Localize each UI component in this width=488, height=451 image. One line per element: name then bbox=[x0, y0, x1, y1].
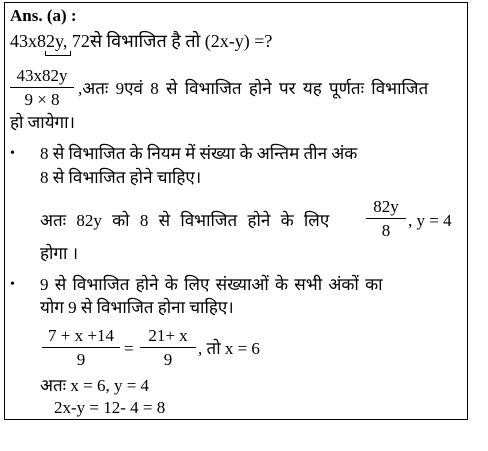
rule8-line1: 8 से विभाजित के नियम में संख्या के अन्तिम तीन अंक bbox=[40, 144, 358, 163]
rule9-result: , तो x = 6 bbox=[198, 339, 260, 358]
question-digit-y: y bbox=[55, 31, 63, 51]
fraction-denominator: 8 bbox=[381, 221, 391, 240]
fraction-82y-over-8 bbox=[366, 197, 406, 241]
fraction-43x82y-over-9x8 bbox=[10, 66, 74, 110]
rule8-line4: होगा । bbox=[40, 244, 79, 263]
question-text: , 72से विभाजित है तो (2x-y) =? bbox=[62, 31, 273, 51]
rule8-line3: अतः 82y को 8 से विभाजित होने के लिए bbox=[40, 211, 330, 230]
fraction-bar bbox=[10, 87, 74, 88]
equals-sign: = bbox=[124, 339, 134, 358]
bullet-rule-9: • bbox=[10, 277, 15, 292]
question-line bbox=[10, 31, 272, 51]
fraction-numerator: 43x82y bbox=[16, 66, 68, 85]
rule8-result: , y = 4 bbox=[408, 211, 452, 230]
fraction-numerator: 7 + x +14 bbox=[48, 326, 114, 345]
fraction-7-x-14-over-9 bbox=[42, 326, 120, 370]
rule8-line2: 8 से विभाजित होने चाहिए। bbox=[40, 168, 202, 187]
bullet-rule-8: • bbox=[10, 146, 15, 161]
fraction-bar bbox=[42, 347, 120, 348]
step1-text-continued: हो जायेगा। bbox=[10, 113, 75, 132]
step1-text: ,अतः 9एवं 8 से विभाजित होने पर यह पूर्णतः विभाजित bbox=[78, 79, 429, 98]
answer-label: Ans. (a) : bbox=[10, 6, 77, 25]
conclusion-line1: अतः x = 6, y = 4 bbox=[40, 376, 150, 395]
fraction-denominator: 9 × 8 bbox=[24, 90, 60, 109]
conclusion-line2: 2x-y = 12- 4 = 8 bbox=[54, 398, 166, 417]
fraction-21-x-over-9 bbox=[140, 326, 196, 370]
digit-bracket bbox=[45, 51, 71, 56]
fraction-bar bbox=[140, 347, 196, 348]
fraction-numerator: 21+ x bbox=[148, 326, 188, 345]
fraction-denominator: 9 bbox=[163, 350, 173, 369]
fraction-denominator: 9 bbox=[76, 350, 86, 369]
fraction-bar bbox=[366, 218, 406, 219]
rule9-line1: 9 से विभाजित होने के लिए संख्याओं के सभी अंकों का bbox=[40, 275, 383, 294]
question-number-prefix: 43x82 bbox=[10, 31, 55, 51]
fraction-numerator: 82y bbox=[373, 197, 399, 216]
rule9-line2: योग 9 से विभाजित होना चाहिए। bbox=[40, 298, 234, 317]
